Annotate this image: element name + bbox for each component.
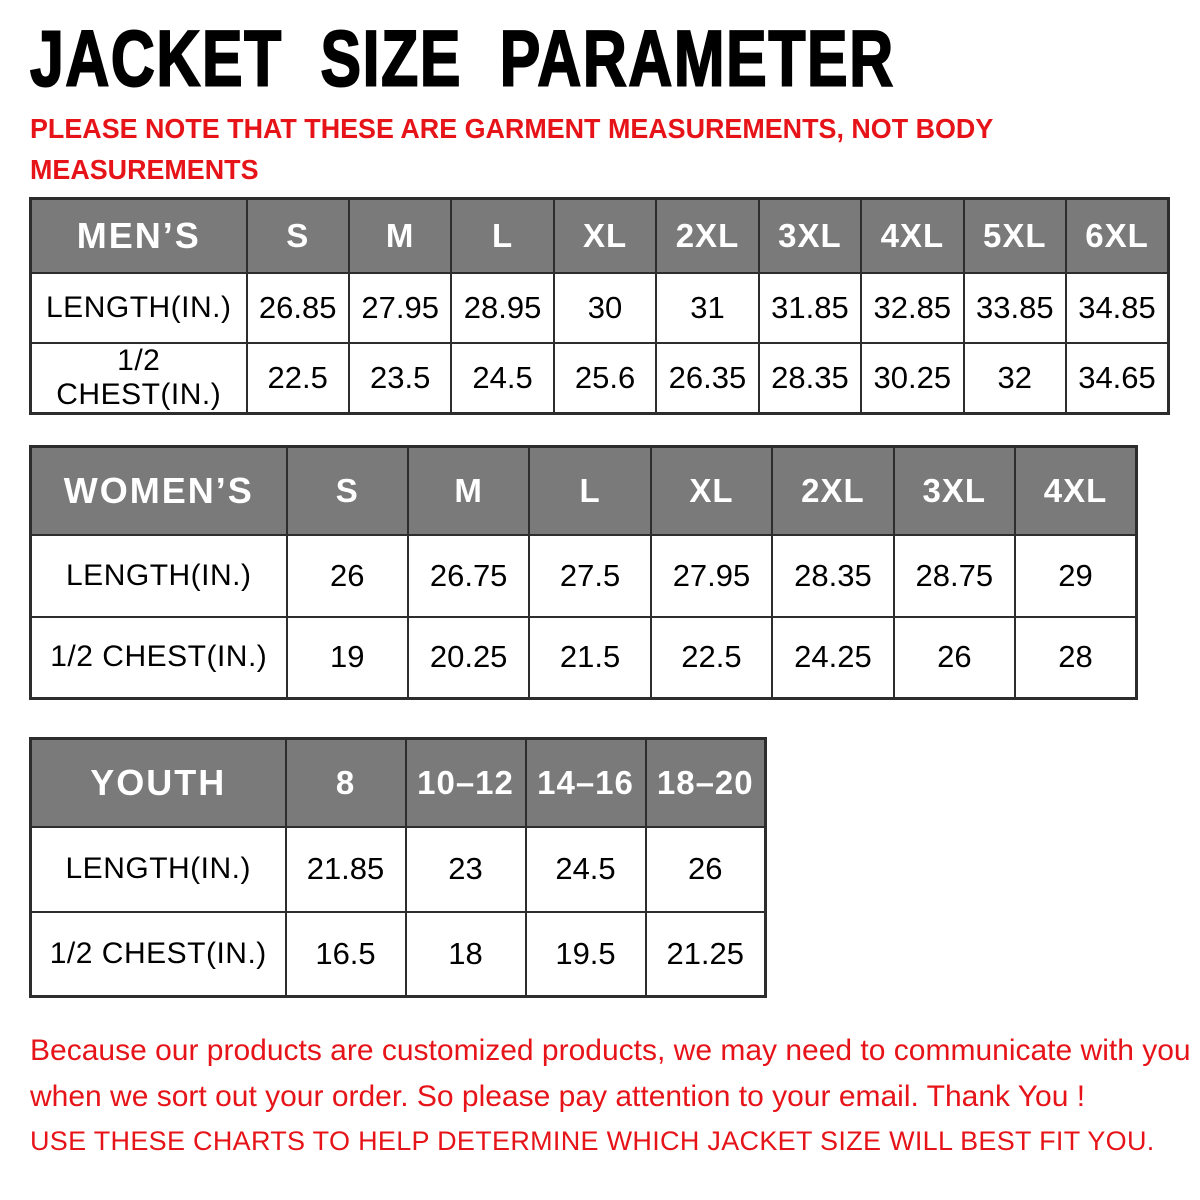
value-cell: 24.25	[772, 617, 893, 699]
row-label-cell: 1/2 CHEST(IN.)	[31, 343, 247, 414]
womens-chest-row	[31, 617, 1137, 699]
value-cell: 31	[656, 273, 758, 343]
size-header-cell: 6XL	[1066, 199, 1169, 273]
size-header-cell: S	[247, 199, 349, 273]
value-cell: 26.75	[408, 535, 529, 617]
womens-size-table	[29, 445, 1138, 700]
size-header-cell: L	[451, 199, 553, 273]
customization-notice-line-1: Because our products are customized products, we may need to communicate with you	[30, 1034, 1191, 1067]
note-line-2: MEASUREMENTS	[30, 154, 259, 185]
value-cell: 28.75	[894, 535, 1015, 617]
value-cell: 27.95	[651, 535, 772, 617]
value-cell: 20.25	[408, 617, 529, 699]
value-cell: 28.95	[451, 273, 553, 343]
value-cell: 24.5	[526, 827, 646, 912]
size-header-cell: 14–16	[526, 739, 646, 827]
size-header-cell: M	[408, 447, 529, 535]
value-cell: 23	[406, 827, 526, 912]
value-cell: 30	[554, 273, 656, 343]
youth-size-table	[29, 737, 767, 998]
value-cell: 29	[1015, 535, 1136, 617]
womens-table-title-cell: WOMEN’S	[31, 447, 287, 535]
size-header-cell: XL	[554, 199, 656, 273]
value-cell: 26.35	[656, 343, 758, 414]
value-cell: 19.5	[526, 912, 646, 997]
row-label-cell: LENGTH(IN.)	[31, 535, 287, 617]
size-header-cell: 4XL	[861, 199, 963, 273]
chart-usage-hint: USE THESE CHARTS TO HELP DETERMINE WHICH JACKET SIZE WILL BEST FIT YOU.	[30, 1126, 1155, 1156]
value-cell: 23.5	[349, 343, 451, 414]
size-header-cell: 5XL	[964, 199, 1066, 273]
size-header-cell: M	[349, 199, 451, 273]
value-cell: 28	[1015, 617, 1136, 699]
size-header-cell: 10–12	[406, 739, 526, 827]
value-cell: 25.6	[554, 343, 656, 414]
youth-header-row	[31, 739, 766, 827]
value-cell: 16.5	[286, 912, 406, 997]
customization-notice-line-2: when we sort out your order. So please pay attention to your email. Thank You !	[30, 1080, 1086, 1113]
value-cell: 22.5	[651, 617, 772, 699]
youth-chest-row	[31, 912, 766, 997]
value-cell: 28.35	[772, 535, 893, 617]
value-cell: 22.5	[247, 343, 349, 414]
value-cell: 33.85	[964, 273, 1066, 343]
womens-header-row	[31, 447, 1137, 535]
row-label-cell: LENGTH(IN.)	[31, 827, 286, 912]
value-cell: 21.25	[646, 912, 766, 997]
row-label-cell: 1/2 CHEST(IN.)	[31, 912, 286, 997]
size-header-cell: S	[287, 447, 408, 535]
value-cell: 26	[894, 617, 1015, 699]
value-cell: 26	[646, 827, 766, 912]
value-cell: 32	[964, 343, 1066, 414]
value-cell: 32.85	[861, 273, 963, 343]
value-cell: 28.35	[759, 343, 861, 414]
mens-chest-row	[31, 343, 1169, 414]
youth-table-title-cell: YOUTH	[31, 739, 286, 827]
value-cell: 27.5	[529, 535, 650, 617]
size-header-cell: 4XL	[1015, 447, 1136, 535]
value-cell: 27.95	[349, 273, 451, 343]
value-cell: 21.5	[529, 617, 650, 699]
value-cell: 18	[406, 912, 526, 997]
value-cell: 24.5	[451, 343, 553, 414]
size-header-cell: 3XL	[894, 447, 1015, 535]
value-cell: 31.85	[759, 273, 861, 343]
note-line-1: PLEASE NOTE THAT THESE ARE GARMENT MEASUREMENTS, NOT BODY	[30, 113, 994, 144]
mens-table-title-cell: MEN’S	[31, 199, 247, 273]
row-label-cell: LENGTH(IN.)	[31, 273, 247, 343]
page-title: JACKET SIZE PARAMETER	[30, 14, 895, 104]
size-header-cell: 2XL	[656, 199, 758, 273]
mens-size-table	[29, 197, 1170, 415]
value-cell: 19	[287, 617, 408, 699]
value-cell: 21.85	[286, 827, 406, 912]
size-header-cell: 2XL	[772, 447, 893, 535]
youth-length-row	[31, 827, 766, 912]
value-cell: 34.85	[1066, 273, 1169, 343]
size-header-cell: 18–20	[646, 739, 766, 827]
value-cell: 26	[287, 535, 408, 617]
size-header-cell: XL	[651, 447, 772, 535]
size-header-cell: 8	[286, 739, 406, 827]
womens-length-row	[31, 535, 1137, 617]
mens-header-row	[31, 199, 1169, 273]
size-header-cell: 3XL	[759, 199, 861, 273]
mens-length-row	[31, 273, 1169, 343]
row-label-cell: 1/2 CHEST(IN.)	[31, 617, 287, 699]
garment-measurement-note	[30, 108, 993, 190]
customization-notice	[30, 1028, 1200, 1120]
value-cell: 30.25	[861, 343, 963, 414]
size-header-cell: L	[529, 447, 650, 535]
value-cell: 34.65	[1066, 343, 1169, 414]
value-cell: 26.85	[247, 273, 349, 343]
